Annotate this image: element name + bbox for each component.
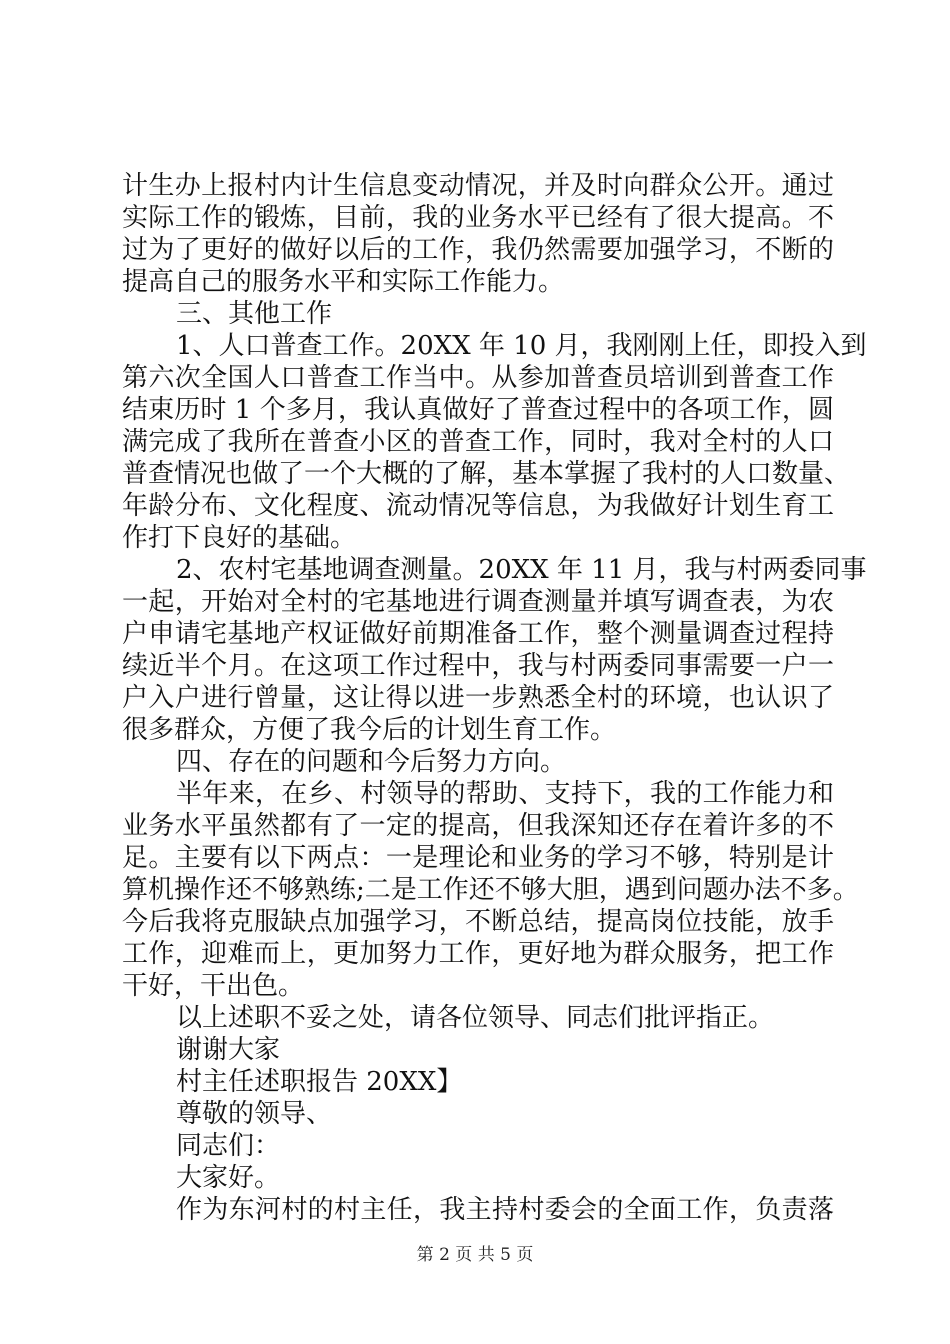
text-line: 实际工作的锻炼，目前，我的业务水平已经有了很大提高。不 [122, 203, 834, 233]
text-line: 作为东河村的村主任，我主持村委会的全面工作，负责落 [176, 1195, 834, 1225]
text-line: 户入户进行曾量，这让得以进一步熟悉全村的环境，也认识了 [122, 683, 834, 713]
text-line: 今后我将克服缺点加强学习，不断总结，提高岗位技能，放手 [122, 907, 834, 937]
text-line: 普查情况也做了一个大概的了解，基本掌握了我村的人口数量、 [122, 459, 851, 489]
text-line: 2、农村宅基地调查测量。20XX 年 11 月，我与村两委同事 [176, 555, 867, 585]
section-heading: 三、其他工作 [176, 299, 333, 329]
text-line: 足。主要有以下两点：一是理论和业务的学习不够，特别是计 [122, 843, 834, 873]
text-line: 村主任述职报告 20XX】 [176, 1067, 463, 1097]
text-line: 以上述职不妥之处，请各位领导、同志们批评指正。 [176, 1003, 775, 1033]
text-line: 一起，开始对全村的宅基地进行调查测量并填写调查表，为农 [122, 587, 834, 617]
text-line: 户申请宅基地产权证做好前期准备工作，整个测量调查过程持 [122, 619, 834, 649]
text-line: 提高自己的服务水平和实际工作能力。 [122, 267, 565, 297]
text-line: 过为了更好的做好以后的工作，我仍然需要加强学习，不断的 [122, 235, 834, 265]
document-body [122, 170, 867, 1226]
text-line: 半年来，在乡、村领导的帮助、支持下，我的工作能力和 [176, 779, 834, 809]
text-line: 年龄分布、文化程度、流动情况等信息，为我做好计划生育工 [122, 491, 834, 521]
page-footer: 第 2 页 共 5 页 [416, 1245, 534, 1265]
text-line: 作打下良好的基础。 [122, 523, 357, 553]
text-line: 满完成了我所在普查小区的普查工作，同时，我对全村的人口 [122, 427, 834, 457]
text-line: 业务水平虽然都有了一定的提高，但我深知还存在着许多的不 [122, 811, 834, 841]
text-line: 续近半个月。在这项工作过程中，我与村两委同事需要一户一 [122, 651, 834, 681]
text-line: 干好，干出色。 [122, 971, 305, 1001]
text-line: 很多群众，方便了我今后的计划生育工作。 [122, 715, 617, 745]
text-line: 1、人口普查工作。20XX 年 10 月，我刚刚上任，即投入到 [176, 331, 867, 361]
text-line: 结束历时 1 个多月，我认真做好了普查过程中的各项工作，圆 [122, 395, 834, 425]
text-line: 尊敬的领导、 [176, 1099, 333, 1129]
text-line: 同志们： [176, 1131, 281, 1161]
text-line: 计生办上报村内计生信息变动情况，并及时向群众公开。通过 [122, 171, 834, 201]
text-line: 第六次全国人口普查工作当中。从参加普查员培训到普查工作 [122, 363, 834, 393]
text-line: 工作，迎难而上，更加努力工作，更好地为群众服务，把工作 [122, 939, 834, 969]
text-line: 谢谢大家 [176, 1035, 281, 1065]
text-line: 算机操作还不够熟练;二是工作还不够大胆，遇到问题办法不多。 [122, 875, 859, 905]
section-heading: 四、存在的问题和今后努力方向。 [176, 747, 567, 777]
text-line: 大家好。 [176, 1163, 281, 1193]
